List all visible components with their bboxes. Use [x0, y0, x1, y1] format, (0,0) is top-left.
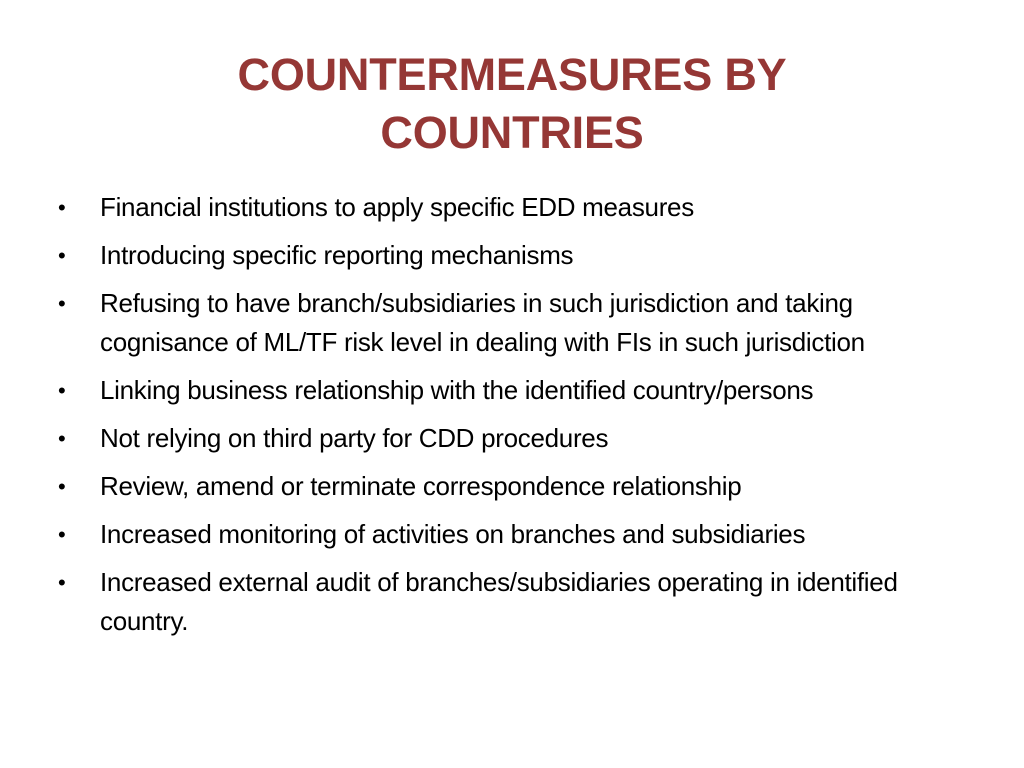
bullet-text: Review, amend or terminate correspondence relationship — [100, 471, 742, 501]
title-line-2: COUNTRIES — [380, 107, 644, 158]
bullet-dot-icon: • — [58, 378, 66, 403]
bullet-text: Increased external audit of branches/subsidiaries operating in identified country. — [100, 567, 898, 636]
bullet-item-increased-monitoring — [58, 515, 978, 554]
bullet-text: Not relying on third party for CDD procedures — [100, 423, 609, 453]
bullet-dot-icon: • — [58, 195, 66, 220]
bullet-dot-icon: • — [58, 291, 66, 316]
bullet-item-edd-measures — [58, 188, 978, 227]
bullet-item-reporting-mechanisms — [58, 236, 978, 275]
bullet-text: Financial institutions to apply specific EDD measures — [100, 192, 694, 222]
bullet-dot-icon: • — [58, 426, 66, 451]
slide-title — [60, 46, 964, 162]
bullet-item-third-party-cdd — [58, 419, 978, 458]
bullet-item-external-audit — [58, 563, 978, 641]
bullet-dot-icon: • — [58, 243, 66, 268]
bullet-text: Increased monitoring of activities on branches and subsidiaries — [100, 519, 806, 549]
bullet-dot-icon: • — [58, 522, 66, 547]
bullet-text: Introducing specific reporting mechanisms — [100, 240, 574, 270]
bullet-dot-icon: • — [58, 474, 66, 499]
bullet-list — [58, 188, 978, 650]
bullet-item-linking-relationship — [58, 371, 978, 410]
bullet-text: Linking business relationship with the identified country/persons — [100, 375, 814, 405]
bullet-text: Refusing to have branch/subsidiaries in such jurisdiction and taking cognisance of ML/TF risk level in dealing with FIs in such jurisdiction — [100, 288, 865, 357]
bullet-item-refusing-branches — [58, 284, 978, 362]
title-line-1: COUNTERMEASURES BY — [237, 49, 787, 100]
bullet-dot-icon: • — [58, 570, 66, 595]
bullet-item-correspondence-relationship — [58, 467, 978, 506]
